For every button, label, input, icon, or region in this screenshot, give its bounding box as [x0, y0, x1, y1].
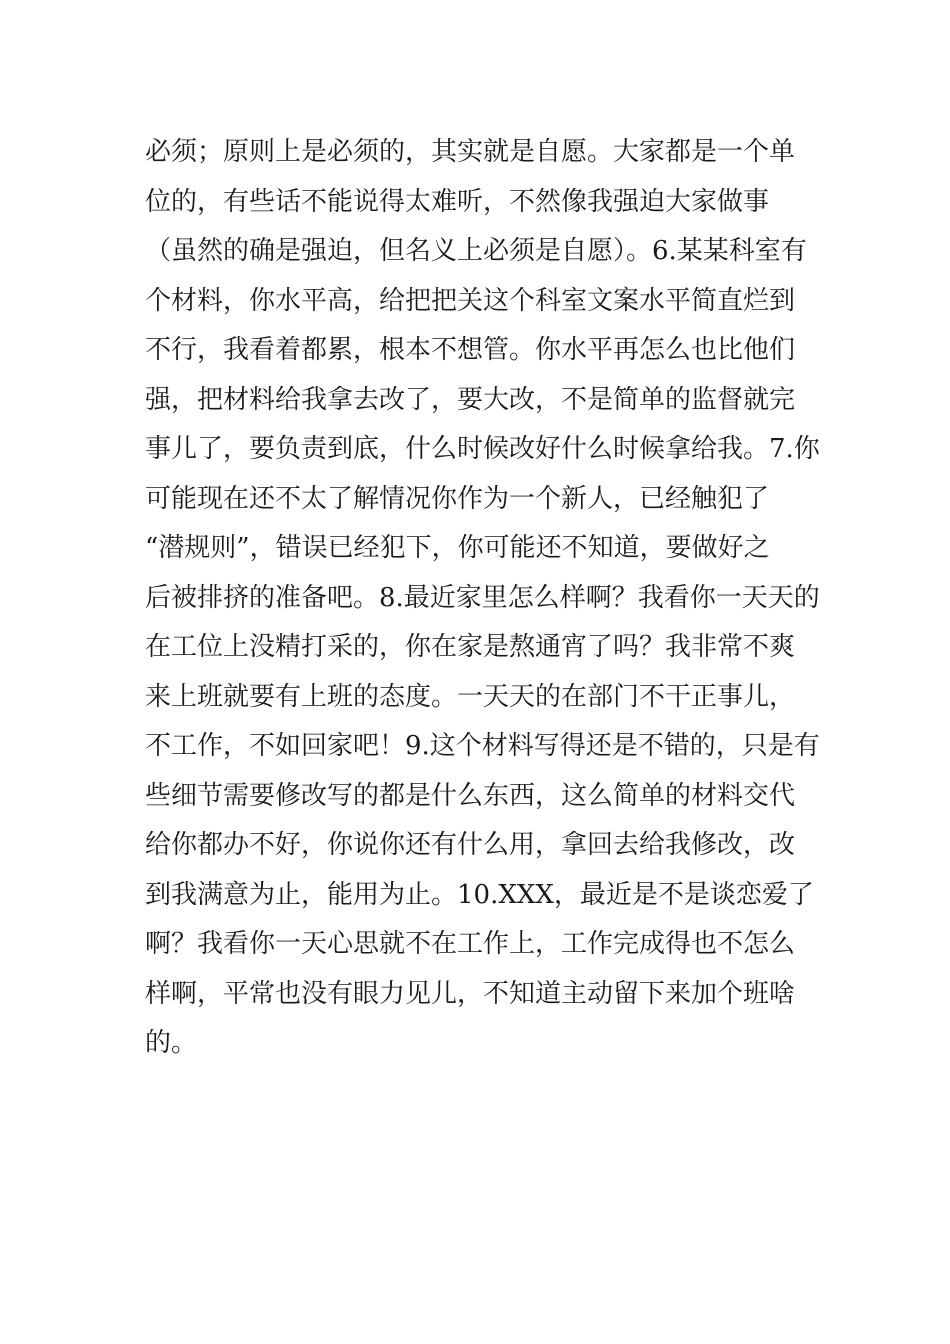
text-line-15: 给你都办不好，你说你还有什么用，拿回去给我修改，改 [145, 830, 796, 860]
text-line-19: 的。 [145, 1028, 198, 1058]
text-line-1: 必须；原则上是必须的，其实就是自愿。大家都是一个单 [145, 137, 796, 167]
text-line-5: 不行，我看着都累，根本不想管。你水平再怎么也比他们 [145, 335, 796, 365]
text-line-18: 样啊，平常也没有眼力见儿，不知道主动留下来加个班啥 [145, 978, 796, 1009]
text-line-10: 后被排挤的准备吧。8.最近家里怎么样啊？我看你一天天的 [145, 582, 820, 613]
text-line-12: 来上班就要有上班的态度。一天天的在部门不干正事儿， [145, 681, 796, 712]
text-line-17: 啊？我看你一天心思就不在工作上，工作完成得也不怎么 [145, 929, 796, 959]
text-line-13: 不工作，不如回家吧！9.这个材料写得还是不错的，只是有 [145, 731, 820, 761]
text-line-2: 位的，有些话不能说得太难听，不然像我强迫大家做事 [145, 186, 770, 217]
text-line-4: 个材料，你水平高，给把把关这个科室文案水平简直烂到 [145, 285, 796, 316]
text-line-8: 可能现在还不太了解情况你作为一个新人，已经触犯了 [145, 483, 770, 514]
text-line-7: 事儿了，要负责到底，什么时候改好什么时候拿给我。7.你 [145, 434, 820, 464]
body-paragraph [145, 128, 820, 1069]
text-line-16: 到我满意为止，能用为止。10.XXX，最近是不是谈恋爱了 [145, 879, 814, 910]
text-line-11: 在工位上没精打采的，你在家是熬通宵了吗？我非常不爽 [145, 632, 796, 662]
text-line-6: 强，把材料给我拿去改了，要大改，不是简单的监督就完 [145, 384, 796, 415]
text-line-3: （虽然的确是强迫，但名义上必须是自愿）。6.某某科室有 [145, 236, 807, 266]
text-line-14: 些细节需要修改写的都是什么东西，这么简单的材料交代 [145, 780, 796, 811]
text-line-9: “潜规则”，错误已经犯下，你可能还不知道，要做好之 [145, 533, 770, 563]
